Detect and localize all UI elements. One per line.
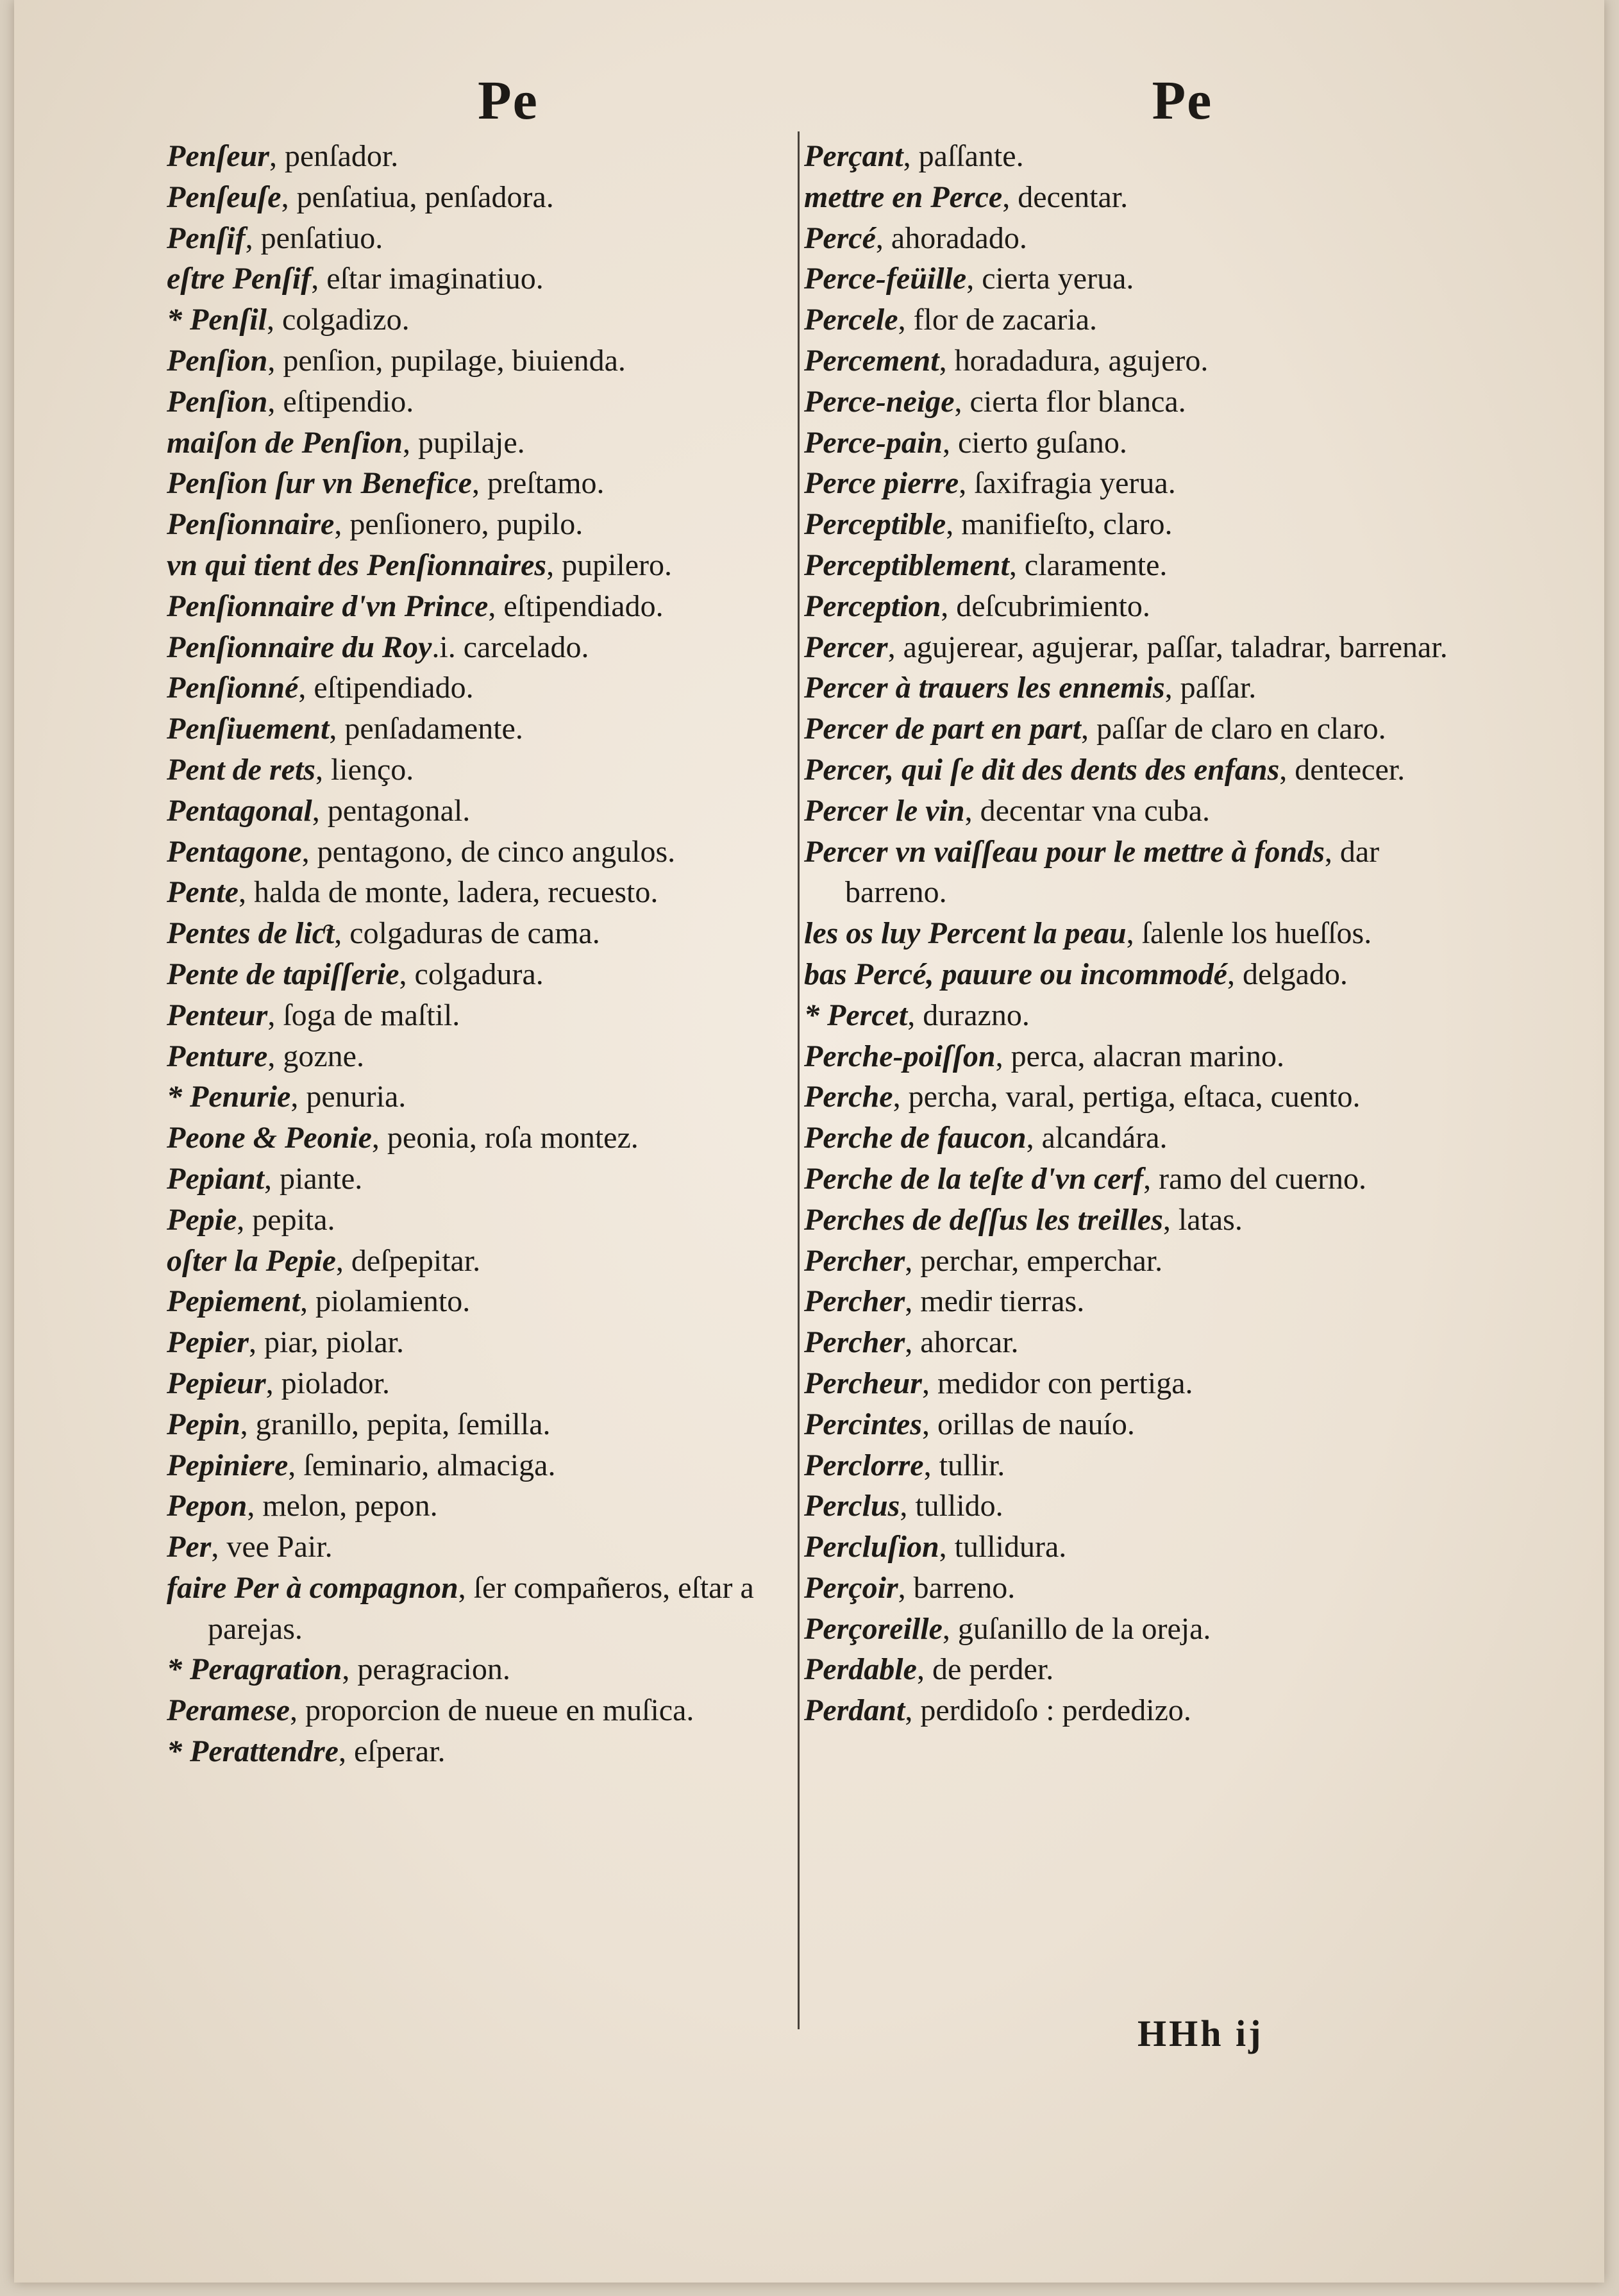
dictionary-entry (167, 954, 792, 995)
entry-headword: Penteur (167, 998, 268, 1032)
entry-headword: * Penurie (167, 1080, 291, 1114)
entry-headword: * Peragration (167, 1652, 342, 1687)
dictionary-entry (167, 1568, 792, 1650)
entry-translation: , colgadura. (399, 957, 544, 991)
entry-headword: * Percet (804, 998, 908, 1032)
dictionary-page (14, 0, 1604, 2283)
dictionary-entry (804, 1649, 1458, 1690)
dictionary-entry (167, 750, 792, 791)
entry-translation: , decentar vna cuba. (964, 793, 1211, 828)
entry-translation: , dar barreno. (845, 834, 1380, 910)
entry-translation: , peonia, roſa montez. (371, 1121, 639, 1155)
left-column (167, 71, 792, 1772)
entry-translation: , peragracion. (342, 1652, 510, 1687)
dictionary-entry (804, 1445, 1458, 1486)
entry-translation: , ſoga de maſtil. (267, 998, 460, 1032)
entry-translation: , medir tierras. (905, 1284, 1085, 1319)
dictionary-entry (167, 1241, 792, 1282)
entry-translation: , pepita. (237, 1202, 335, 1237)
entry-headword: Penſeur (167, 139, 269, 173)
dictionary-entry (804, 1527, 1458, 1568)
entry-headword: Penſif (167, 221, 246, 255)
entry-translation: , ſaxifragia yerua. (959, 466, 1176, 501)
entry-headword: Pepier (167, 1325, 249, 1360)
entry-headword: Pente de tapiſſerie (167, 957, 399, 991)
entry-translation: , colgadizo. (266, 303, 410, 337)
entry-headword: Percer le vin (804, 793, 965, 828)
entry-headword: Pepiniere (167, 1448, 289, 1482)
entry-headword: Pentagone (167, 834, 302, 869)
entry-translation: , penſador. (269, 139, 399, 173)
entry-translation: , penſatiuo. (245, 221, 383, 255)
dictionary-entry (804, 995, 1458, 1036)
dictionary-entry (804, 750, 1458, 791)
entry-translation: , piar, piolar. (248, 1325, 404, 1360)
dictionary-entry (167, 1445, 792, 1486)
entry-headword: Perceptiblement (804, 548, 1009, 582)
entry-headword: Perdant (804, 1693, 905, 1728)
entry-translation: , flor de zacaria. (898, 303, 1098, 337)
entry-headword: Percher (804, 1243, 905, 1278)
entry-translation: , penſadamente. (329, 712, 523, 746)
entry-headword: Pentagonal (167, 793, 312, 828)
dictionary-entry (167, 258, 792, 299)
entry-translation: , percha, varal, pertiga, eſtaca, cuento. (893, 1080, 1361, 1114)
entry-headword: Perçoreille (804, 1611, 943, 1646)
entry-headword: Percher (804, 1284, 905, 1319)
entry-headword: Per (167, 1530, 212, 1564)
dictionary-entry (804, 1036, 1458, 1077)
entry-translation: , alcandára. (1026, 1121, 1168, 1155)
entry-translation: , perdidoſo : perdedizo. (905, 1693, 1191, 1728)
entry-translation: , cierta flor blanca. (954, 384, 1186, 419)
entry-headword: Penſionnaire (167, 507, 335, 542)
dictionary-entry (167, 1527, 792, 1568)
dictionary-entry (804, 423, 1458, 464)
entry-translation: , ramo del cuerno. (1143, 1161, 1366, 1196)
entry-headword: Perce-pain (804, 425, 943, 460)
entry-headword: Percer, qui ſe dit des dents des enfans (804, 752, 1280, 787)
entry-headword: vn qui tient des Penſionnaires (167, 548, 547, 582)
entry-headword: Penſionné (167, 671, 299, 705)
entry-headword: Percintes (804, 1407, 922, 1441)
dictionary-entry (804, 954, 1458, 995)
entry-translation: , manifieſto, claro. (946, 507, 1173, 542)
entry-headword: Pepiement (167, 1284, 300, 1319)
entry-translation: , eſtipendiado. (488, 589, 664, 623)
dictionary-entry (167, 791, 792, 832)
dictionary-entry (167, 1404, 792, 1445)
entry-headword: Penſeuſe (167, 180, 281, 214)
entry-translation: , tullidura. (939, 1530, 1067, 1564)
entry-translation: , vee Pair. (211, 1530, 333, 1564)
dictionary-entry (804, 1690, 1458, 1731)
dictionary-entry (167, 913, 792, 954)
dictionary-entry (167, 177, 792, 218)
dictionary-entry (167, 545, 792, 586)
dictionary-entry (167, 1486, 792, 1527)
entry-translation: , tullir. (923, 1448, 1005, 1482)
dictionary-entry (804, 1281, 1458, 1322)
entry-headword: Penſion ſur vn Benefice (167, 466, 472, 501)
left-running-head: Pe (478, 69, 539, 131)
entry-headword: Pent de rets (167, 752, 315, 787)
dictionary-entry (804, 832, 1458, 914)
entry-headword: Perclorre (804, 1448, 924, 1482)
column-divider (798, 131, 800, 2029)
dictionary-entry (167, 381, 792, 423)
entry-translation: , penſionero, pupilo. (334, 507, 583, 542)
dictionary-entry (167, 218, 792, 259)
dictionary-entry (804, 1159, 1458, 1200)
dictionary-entry (167, 1322, 792, 1363)
entry-headword: Percheur (804, 1366, 922, 1400)
dictionary-entry (804, 381, 1458, 423)
entry-translation: .i. carcelado. (432, 630, 589, 664)
entry-headword: Percer (804, 630, 888, 664)
entry-headword: Pentes de liƈt (167, 916, 335, 951)
dictionary-entry (167, 1281, 792, 1322)
entry-translation: , eſtar imaginatiuo. (311, 262, 544, 296)
dictionary-entry (167, 1036, 792, 1077)
entry-headword: Perche (804, 1080, 893, 1114)
entry-headword: maiſon de Penſion (167, 425, 403, 460)
entry-translation: , pentagonal. (312, 793, 471, 828)
entry-translation: , penuria. (290, 1080, 407, 1114)
entry-translation: , colgaduras de cama. (334, 916, 600, 951)
dictionary-entry (167, 504, 792, 545)
dictionary-entry (804, 177, 1458, 218)
dictionary-entry (167, 1200, 792, 1241)
entry-headword: oſter la Pepie (167, 1243, 336, 1278)
entry-translation: , cierto guſano. (942, 425, 1127, 460)
entry-translation: , penſion, pupilage, biuienda. (267, 343, 626, 378)
entry-translation: , lienço. (315, 752, 414, 787)
entry-translation: , paſſar. (1164, 671, 1257, 705)
entry-translation: , piolador. (265, 1366, 390, 1400)
entry-headword: Percer vn vaiſſeau pour le mettre à fonds (804, 834, 1325, 869)
right-entry-list (804, 136, 1458, 1731)
dictionary-entry (167, 1077, 792, 1118)
left-entry-list (167, 136, 792, 1772)
signature-mark: HHh ij (1137, 2013, 1264, 2054)
entry-translation: , halda de monte, ladera, recuesto. (238, 875, 659, 910)
entry-translation: , de perder. (916, 1652, 1054, 1687)
dictionary-entry (804, 258, 1458, 299)
entry-headword: Perception (804, 589, 941, 623)
entry-translation: , ſalenle los hueſſos. (1126, 916, 1372, 951)
dictionary-entry (167, 995, 792, 1036)
entry-headword: Percer de part en part (804, 712, 1081, 746)
entry-headword: Percele (804, 303, 898, 337)
entry-translation: , granillo, pepita, ſemilla. (240, 1407, 551, 1441)
entry-headword: Perches de deſſus les treilles (804, 1202, 1163, 1237)
entry-headword: les os luy Percent la peau (804, 916, 1127, 951)
entry-translation: , dentecer. (1279, 752, 1405, 787)
entry-translation: , delgado. (1227, 957, 1348, 991)
dictionary-entry (167, 832, 792, 873)
entry-translation: , ahoradado. (875, 221, 1027, 255)
entry-translation: , perca, alacran marino. (995, 1039, 1284, 1073)
entry-translation: , ahorcar. (905, 1325, 1019, 1360)
dictionary-entry (804, 791, 1458, 832)
entry-headword: Pepie (167, 1202, 237, 1237)
dictionary-entry (167, 1690, 792, 1731)
entry-headword: Percement (804, 343, 939, 378)
dictionary-entry (804, 299, 1458, 340)
dictionary-entry (804, 463, 1458, 504)
entry-headword: Pepieur (167, 1366, 266, 1400)
entry-translation: , claramente. (1009, 548, 1168, 582)
dictionary-entry (804, 545, 1458, 586)
entry-translation: , pupilero. (546, 548, 673, 582)
entry-translation: , proporcion de nueue en muſica. (289, 1693, 694, 1728)
entry-headword: Percher (804, 1325, 905, 1360)
entry-translation: , deſpepitar. (335, 1243, 481, 1278)
entry-translation: , guſanillo de la oreja. (942, 1611, 1211, 1646)
entry-translation: , deſcubrimiento. (941, 589, 1150, 623)
dictionary-entry (804, 627, 1458, 668)
entry-headword: Penture (167, 1039, 268, 1073)
dictionary-entry (167, 1118, 792, 1159)
entry-translation: , medidor con pertiga. (921, 1366, 1193, 1400)
entry-translation: , durazno. (907, 998, 1030, 1032)
entry-translation: , tullido. (900, 1489, 1003, 1523)
dictionary-entry (804, 913, 1458, 954)
entry-translation: , piante. (264, 1161, 363, 1196)
entry-translation: , pupilaje. (403, 425, 525, 460)
entry-headword: Peone & Peonie (167, 1121, 372, 1155)
dictionary-entry (804, 667, 1458, 708)
entry-headword: Penſion (167, 384, 268, 419)
dictionary-entry (167, 667, 792, 708)
entry-translation: , paſſar de claro en claro. (1080, 712, 1386, 746)
entry-headword: Perçoir (804, 1570, 898, 1605)
entry-headword: bas Percé, pauure ou incommodé (804, 957, 1227, 991)
entry-translation: , eſtipendiado. (298, 671, 474, 705)
entry-headword: Percluſion (804, 1530, 939, 1564)
dictionary-entry (804, 1609, 1458, 1650)
entry-headword: Perce pierre (804, 466, 959, 501)
entry-headword: Penſiuement (167, 712, 330, 746)
dictionary-entry (804, 218, 1458, 259)
entry-headword: Perclus (804, 1489, 900, 1523)
dictionary-entry (167, 586, 792, 627)
entry-headword: * Perattendre (167, 1734, 339, 1769)
entry-headword: Percer à trauers les ennemis (804, 671, 1165, 705)
entry-translation: , perchar, emperchar. (905, 1243, 1163, 1278)
entry-headword: Perche de la teſte d'vn cerf (804, 1161, 1144, 1196)
entry-translation: , penſatiua, penſadora. (281, 180, 554, 214)
entry-headword: Perçant (804, 139, 903, 173)
entry-headword: Pepiant (167, 1161, 264, 1196)
dictionary-entry (167, 1363, 792, 1404)
entry-headword: Penſionnaire d'vn Prince (167, 589, 489, 623)
dictionary-entry (167, 708, 792, 750)
entry-translation: , horadadura, agujero. (939, 343, 1209, 378)
dictionary-entry (804, 1404, 1458, 1445)
dictionary-entry (804, 1118, 1458, 1159)
dictionary-entry (804, 136, 1458, 177)
dictionary-entry (167, 1649, 792, 1690)
dictionary-entry (167, 463, 792, 504)
entry-headword: Percé (804, 221, 876, 255)
entry-translation: , eſtipendio. (267, 384, 414, 419)
dictionary-entry (804, 1241, 1458, 1282)
entry-headword: eſtre Penſif (167, 262, 312, 296)
entry-translation: , eſperar. (338, 1734, 446, 1769)
entry-translation: , ſeminario, almaciga. (288, 1448, 556, 1482)
dictionary-entry (167, 340, 792, 381)
dictionary-entry (804, 1322, 1458, 1363)
entry-headword: Perceptible (804, 507, 946, 542)
entry-headword: Perce-neige (804, 384, 955, 419)
entry-translation: , latas. (1162, 1202, 1243, 1237)
dictionary-entry (167, 627, 792, 668)
entry-headword: Pepin (167, 1407, 240, 1441)
entry-translation: , agujerear, agujerar, paſſar, taladrar, barrenar. (887, 630, 1448, 664)
entry-translation: , paſſante. (903, 139, 1024, 173)
dictionary-entry (167, 1159, 792, 1200)
dictionary-entry (804, 586, 1458, 627)
dictionary-entry (167, 299, 792, 340)
entry-translation: , piolamiento. (299, 1284, 471, 1319)
dictionary-entry (804, 1568, 1458, 1609)
dictionary-entry (804, 1363, 1458, 1404)
entry-headword: mettre en Perce (804, 180, 1003, 214)
dictionary-entry (804, 708, 1458, 750)
right-column (804, 71, 1458, 1731)
dictionary-entry (804, 504, 1458, 545)
entry-headword: Penſion (167, 343, 268, 378)
entry-headword: Pente (167, 875, 239, 910)
entry-headword: faire Per à compagnon (167, 1570, 458, 1605)
entry-headword: Perche-poiſſon (804, 1039, 996, 1073)
dictionary-entry (167, 1731, 792, 1772)
dictionary-entry (804, 1200, 1458, 1241)
entry-translation: , ſer compañeros, eſtar a parejas. (208, 1570, 754, 1646)
dictionary-entry (167, 872, 792, 913)
right-running-head: Pe (1152, 69, 1213, 131)
entry-headword: Perce-feüille (804, 262, 967, 296)
entry-translation: , melon, pepon. (247, 1489, 438, 1523)
entry-headword: Peramese (167, 1693, 290, 1728)
dictionary-entry (167, 423, 792, 464)
entry-translation: , orillas de nauío. (921, 1407, 1135, 1441)
entry-translation: , pentagono, de cinco angulos. (301, 834, 676, 869)
entry-translation: , gozne. (267, 1039, 364, 1073)
entry-headword: Penſionnaire du Roy (167, 630, 432, 664)
dictionary-entry (804, 1077, 1458, 1118)
entry-headword: * Penſil (167, 303, 267, 337)
entry-headword: Perdable (804, 1652, 917, 1687)
entry-headword: Perche de faucon (804, 1121, 1027, 1155)
entry-translation: , barreno. (898, 1570, 1016, 1605)
entry-translation: , preſtamo. (471, 466, 605, 501)
entry-headword: Pepon (167, 1489, 247, 1523)
dictionary-entry (804, 1486, 1458, 1527)
dictionary-entry (804, 340, 1458, 381)
entry-translation: , decentar. (1002, 180, 1128, 214)
entry-translation: , cierta yerua. (966, 262, 1134, 296)
dictionary-entry (167, 136, 792, 177)
